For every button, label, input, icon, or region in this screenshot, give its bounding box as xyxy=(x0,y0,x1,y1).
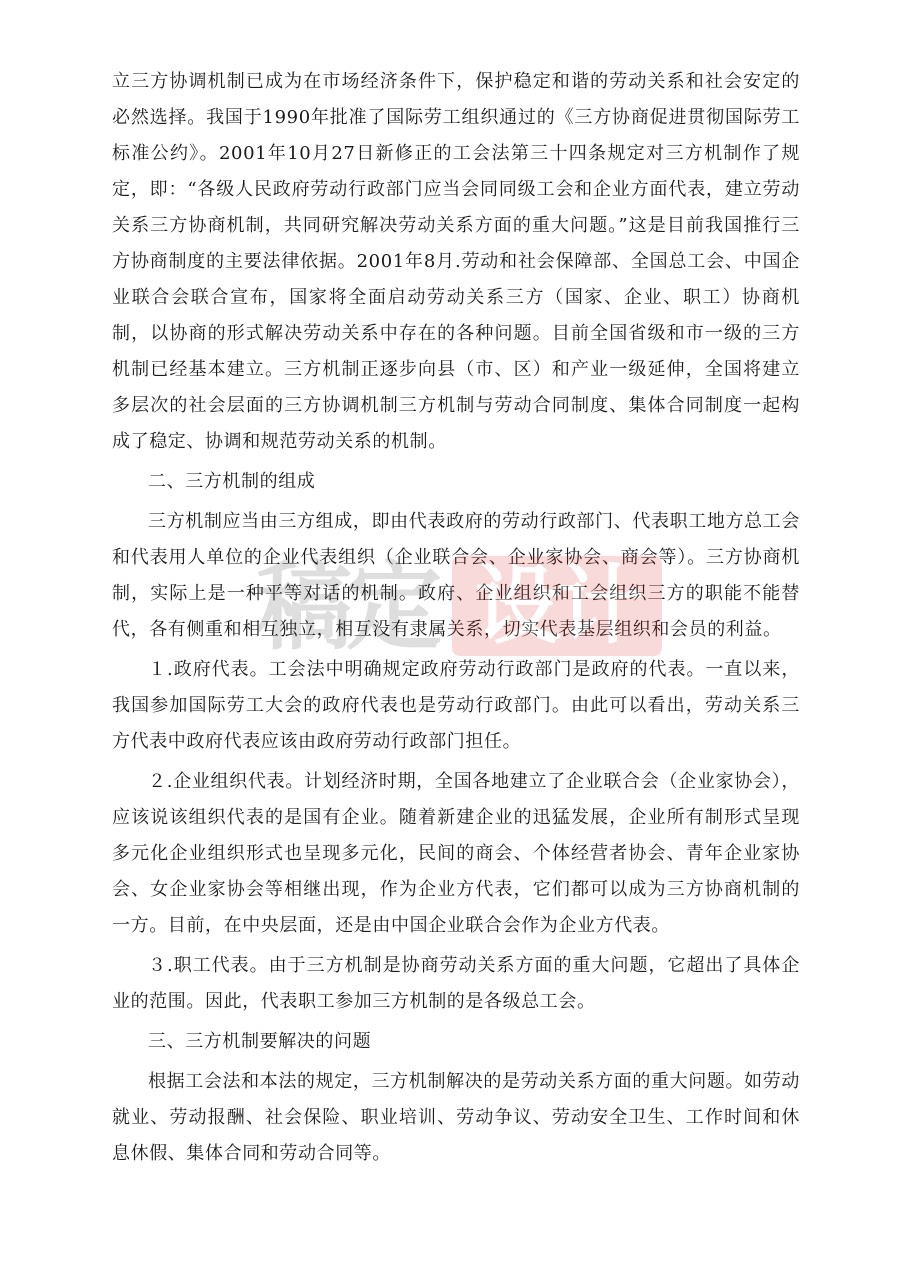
paragraph-intro-continued: 立三方协调机制已成为在市场经济条件下，保护稳定和谐的劳动关系和社会安定的必然选择。我国于1990年批准了国际劳工组织通过的《三方协商促进贯彻国际劳工标准公约》。2001年10月27日新修正的工会法第三十四条规定对三方机制作了规定，即：“各级人民政府劳动行政部门应当会同同级工会和企业方面代表，建立劳动关系三方协商机制，共同研究解决劳动关系方面的重大问题。”这是目前我国推行三方协商制度的主要法律依据。2001年8月.劳动和社会保障部、全国总工会、中国企业联合会联合宣布，国家将全面启动劳动关系三方（国家、企业、职工）协商机制，以协商的形式解决劳动关系中存在的各种问题。目前全国省级和市一级的三方机制已经基本建立。三方机制正逐步向县（市、区）和产业一级延伸，全国将建立多层次的社会层面的三方协调机制三方机制与劳动合同制度、集体合同制度一起构成了稳定、协调和规范劳动关系的机制。 xyxy=(112,71,800,452)
document-body xyxy=(112,64,800,1176)
paragraph-composition: 三方机制应当由三方组成，即由代表政府的劳动行政部门、代表职工地方总工会和代表用人单位的企业代表组织（企业联合会、企业家协会、商会等）。三方协商机制，实际上是一种平等对话的机制。政府、企业组织和工会组织三方的职能不能替代，各有侧重和相互独立，相互没有隶属关系，切实代表基层组织和会员的利益。 xyxy=(112,511,800,640)
paragraph-worker-rep: ３.职工代表。由于三方机制是协商劳动关系方面的重大问题，它超出了具体企业的范围。因此，代表职工参加三方机制的是各级总工会。 xyxy=(112,955,800,1012)
section-heading-2: 二、三方机制的组成 xyxy=(148,471,316,492)
paragraph-government-rep: １.政府代表。工会法中明确规定政府劳动行政部门是政府的代表。一直以来，我国参加国际劳工大会的政府代表也是劳动行政部门。由此可以看出，劳动关系三方代表中政府代表应该由政府劳动行政部门担任。 xyxy=(112,659,800,752)
paragraph-issues: 根据工会法和本法的规定，三方机制解决的是劳动关系方面的重大问题。如劳动就业、劳动报酬、社会保险、职业培训、劳动争议、劳动安全卫生、工作时间和休息休假、集体合同和劳动合同等。 xyxy=(112,1071,800,1164)
watermark-right-text: 设计 xyxy=(475,556,639,656)
watermark-left-text: 稿定 xyxy=(256,551,436,663)
section-heading-3: 三、三方机制要解决的问题 xyxy=(148,1031,372,1052)
paragraph-enterprise-rep: ２.企业组织代表。计划经济时期，全国各地建立了企业联合会（企业家协会），应该说该组织代表的是国有企业。随着新建企业的迅猛发展，企业所有制形式呈现多元化企业组织形式也呈现多元化，民间的商会、个体经营者协会、青年企业家协会、女企业家协会等相继出现，作为企业方代表，它们都可以成为三方协商机制的一方。目前，在中央层面，还是由中国企业联合会作为企业方代表。 xyxy=(112,771,800,936)
